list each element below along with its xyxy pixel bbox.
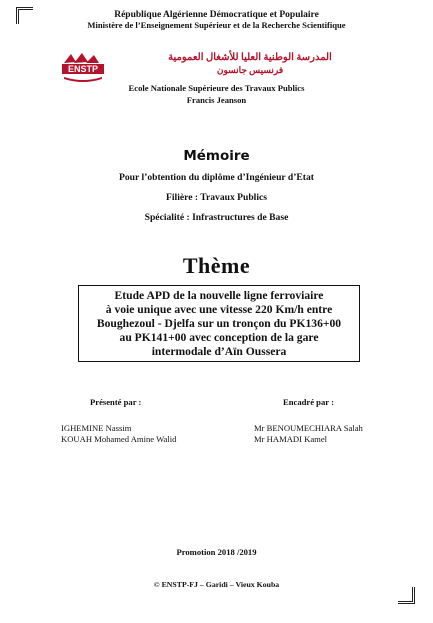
presented-by-label: Présenté par :: [90, 397, 142, 407]
supervisor-name: Mr HAMADI Kamel: [254, 434, 328, 444]
enstp-logo: [58, 53, 108, 85]
school-subtitle: Francis Jeanson: [186, 95, 247, 105]
school-name: Ecole Nationale Supérieure des Travaux Publics: [128, 83, 305, 93]
arabic-school-subtitle: فرنسيس جانسون: [216, 65, 284, 75]
theme-heading: Thème: [182, 253, 251, 278]
document-title: Mémoire: [183, 148, 250, 164]
supervisor-name: Mr BENOUMECHIARA Salah: [254, 423, 363, 433]
theme-line: au PK141+00 avec conception de la gare: [119, 331, 319, 344]
specialite-line: Spécialité : Infrastructures de Base: [144, 212, 289, 223]
diploma-purpose: Pour l’obtention du diplôme d’Ingénieur d’Etat: [118, 172, 314, 183]
promotion-year: Promotion 2018 /2019: [176, 547, 257, 557]
theme-line: intermodale d’Aïn Oussera: [151, 345, 287, 358]
presenter-name: IGHEMINE Nassim: [61, 423, 132, 433]
border-corner-bottom-right: [398, 587, 415, 604]
logo-text: ENSTP: [67, 64, 99, 74]
theme-line: Etude APD de la nouvelle ligne ferroviaire: [114, 289, 324, 302]
republic-heading: République Algérienne Démocratique et Populaire: [114, 10, 319, 20]
presenter-name: KOUAH Mohamed Amine Walid: [61, 434, 177, 444]
ministry-heading: Ministère de l’Enseignement Supérieur et de la Recherche Scientifique: [87, 20, 346, 30]
arabic-school-name: المدرسة الوطنية العليا للأشغال العمومية: [168, 52, 332, 63]
theme-line: Boughezoul - Djelfa sur un tronçon du PK136+00: [96, 317, 342, 330]
copyright-footer: © ENSTP-FJ – Garidi – Vieux Kouba: [153, 580, 280, 589]
filiere-line: Filière : Travaux Publics: [166, 192, 267, 203]
theme-box: [78, 285, 360, 362]
supervised-by-label: Encadré par :: [283, 397, 334, 407]
theme-line: à voie unique avec une vitesse 220 Km/h entre: [105, 303, 333, 316]
